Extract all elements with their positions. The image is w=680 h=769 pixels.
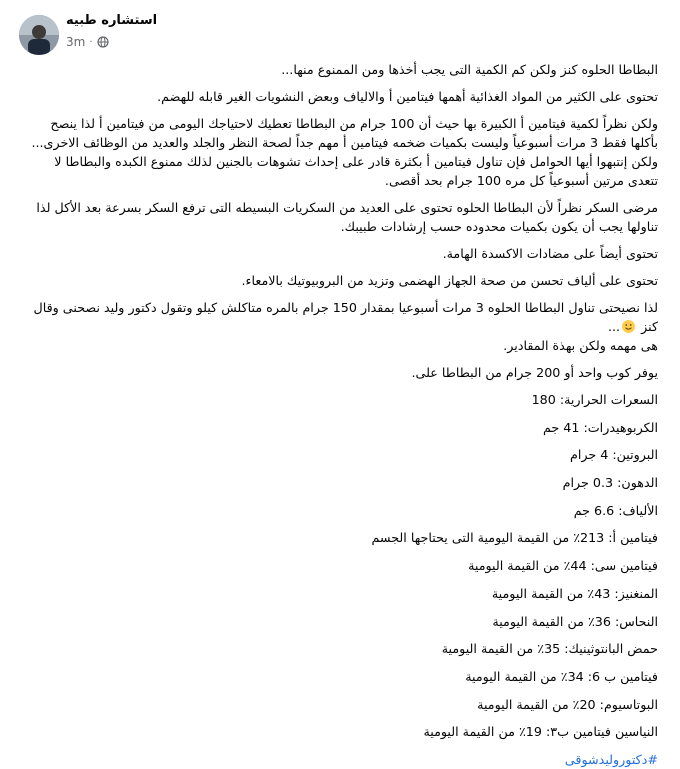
nutrient-item: فيتامين سى: 44٪ من القيمة اليومية [468,558,658,574]
author-avatar[interactable] [19,15,59,55]
nutrient-item: النحاس: 36٪ من القيمة اليومية [492,613,658,629]
post-header [0,6,680,56]
paragraph [22,87,658,106]
nutrient-item: البوتاسيوم: 20٪ من القيمة اليومية [477,696,658,712]
nutrient-item: الألياف: 6.6 جم [573,502,658,518]
paragraph [22,271,658,290]
paragraph-text: تحتوى على الكثير من المواد الغذائية أهمها فيتامين أ والالياف وبعض النشويات الغير قابله للهضم. [157,89,658,104]
paragraph [22,244,658,263]
post-body [22,60,658,769]
nutrient-list [22,390,658,741]
smile-emoji [622,320,635,333]
paragraph [22,363,658,382]
nutrient-item: فيتامين أ: 213٪ من القيمة اليومية التى يحتاجها الجسم [371,530,658,546]
paragraph-text: مرضى السكر نظراً لأن البطاطا الحلوه تحتوى على العديد من السكريات البسيطه التى ترفع السكر بسرعة بعد الأكل لذا تناولها يجب أن يكون بكميات محدوده حسب إرشادات طبيبك. [36,200,658,234]
paragraph-text: تحتوى على ألياف تحسن من صحة الجهاز الهضمى وتزيد من البروبيوتيك بالامعاء. [241,273,658,288]
globe-icon[interactable] [97,36,109,48]
hashtag-link[interactable]: #دكتوروليدشوقى [564,751,658,767]
nutrient-item: البروتين: 4 جرام [569,447,658,463]
nutrient-item: السعرات الحرارية: 180 [531,392,658,407]
nutrient-item: الكربوهيدرات: 41 جم [542,419,658,435]
post-time[interactable]: 3m [66,35,86,49]
post-meta [66,35,109,49]
separator-dot: · [89,36,93,48]
nutrient-item: النياسين فيتامين ب٣: 19٪ من القيمة اليومية [423,724,658,740]
paragraph: لذا نصيحتى تناول البطاطا الحلوه 3 مرات أسبوعيا بمقدار 150 جرام بالمره متاكلش كيلو وتقول دكتور وليد نصحنى وقال كنز ... هى مهمه ولكن بهذة المقادير. [33,300,658,353]
paragraph-text: لذا نصيحتى تناول البطاطا الحلوه 3 مرات أسبوعيا بمقدار 150 جرام بالمره متاكلش كيلو وتقول دكتور وليد نصحنى وقال كنز [33,300,658,334]
nutrient-item: المنغنيز: 43٪ من القيمة اليومية [491,585,658,601]
author-name[interactable]: استشاره طبيه [66,13,158,28]
paragraph-text: البطاطا الحلوه كنز ولكن كم الكمية التى يجب أخذها ومن الممنوع منها... [281,62,658,77]
paragraph-text: هى مهمه ولكن بهذة المقادير. [503,338,658,353]
paragraph [22,60,658,79]
paragraph-text: يوفر كوب واحد أو 200 جرام من البطاطا على. [411,365,658,380]
paragraph [22,198,658,236]
nutrient-item: فيتامين ب 6: 34٪ من القيمة اليومية [465,668,658,684]
nutrient-item: حمض البانتوثينيك: 35٪ من القيمة اليومية [441,641,658,657]
nutrient-item: الدهون: 0.3 جرام [562,475,658,491]
paragraph-text: تحتوى أيضاً على مضادات الاكسدة الهامة. [442,246,658,261]
paragraph [22,114,658,190]
paragraph-text: ولكن نظراً لكمية فيتامين أ الكبيرة بها حيث أن 100 جرام من البطاطا تعطيك لاحتياجك اليومى من فيتامين أ لذا ينصح بأكلها فقط 3 مرات أسبوعياً وليست بكميات ضخمه فيتامين أ مهم جداً لصحة النظر والجلد والعديد من الوظائف الاخرى... ولكن إنتبهوا أيها الحوامل فإن تناول فيتامين أ بكثرة قادر على إحداث تشوهات بالجنين لذلك ممنوع الكبده والبطاطا لا تتعدى مرتين أسبوعياً كل مره 100 جرام بحد أقصى. [31,116,658,188]
